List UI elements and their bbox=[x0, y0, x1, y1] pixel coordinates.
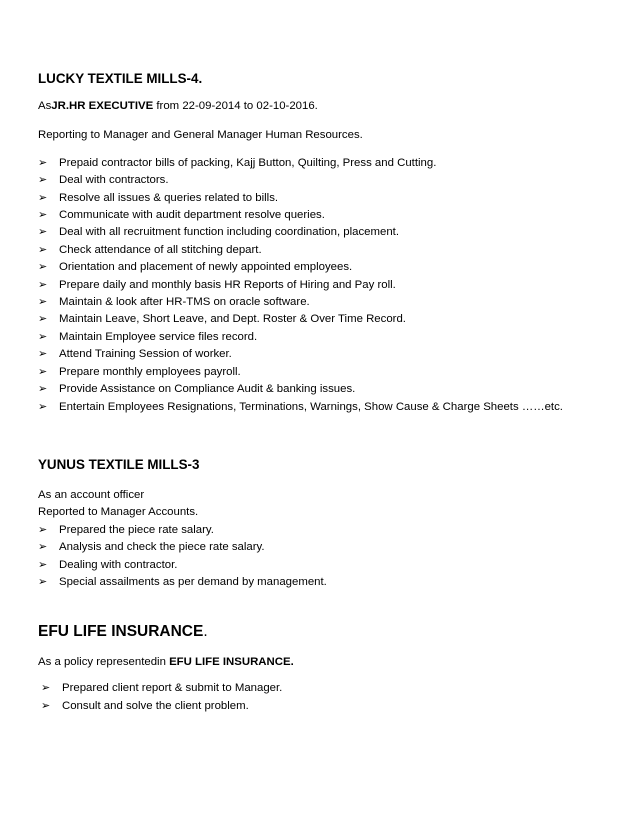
list-item-text: Maintain Employee service files record. bbox=[59, 330, 258, 343]
list-item-text: Prepare monthly employees payroll. bbox=[59, 365, 241, 378]
list-item bbox=[38, 277, 618, 294]
section-title: YUNUS TEXTILE MILLS-3 bbox=[38, 457, 200, 472]
role-line bbox=[38, 98, 618, 115]
list-item-text: Prepare daily and monthly basis HR Reports of Hiring and Pay roll. bbox=[59, 278, 396, 291]
list-item-text: Maintain Leave, Short Leave, and Dept. Roster & Over Time Record. bbox=[59, 313, 406, 326]
section-title-text: EFU LIFE INSURANCE bbox=[38, 623, 204, 640]
reporting-line: Reporting to Manager and General Manager Human Resources. bbox=[38, 129, 363, 142]
list-item-text: Orientation and placement of newly appointed employees. bbox=[59, 261, 353, 274]
role-title: JR.HR EXECUTIVE bbox=[51, 100, 154, 112]
list-item-text: Prepared the piece rate salary. bbox=[59, 523, 214, 536]
list-item bbox=[38, 207, 618, 224]
list-item bbox=[41, 698, 618, 715]
list-item-text: Check attendance of all stitching depart. bbox=[59, 243, 262, 256]
list-item-text: Communicate with audit department resolve queries. bbox=[59, 209, 325, 222]
list-item-text: Consult and solve the client problem. bbox=[62, 699, 249, 712]
role-prefix: As bbox=[38, 100, 52, 112]
list-item bbox=[38, 259, 618, 276]
duties-list bbox=[38, 522, 618, 592]
arrow-bullet-icon: ➢ bbox=[38, 261, 48, 274]
list-item-text: Deal with all recruitment function including coordination, placement. bbox=[59, 226, 400, 239]
list-item-text: Resolve all issues & queries related to bills. bbox=[59, 191, 279, 204]
list-item bbox=[38, 172, 618, 189]
arrow-bullet-icon: ➢ bbox=[38, 400, 48, 413]
arrow-bullet-icon: ➢ bbox=[38, 209, 48, 222]
list-item-text: Provide Assistance on Compliance Audit & banking issues. bbox=[59, 383, 356, 396]
list-item bbox=[38, 311, 618, 328]
role-dates: from 22-09-2014 to 02-10-2016. bbox=[153, 100, 318, 112]
list-item bbox=[38, 346, 618, 363]
section-title bbox=[38, 622, 618, 642]
list-item bbox=[38, 539, 618, 556]
arrow-bullet-icon: ➢ bbox=[38, 191, 48, 204]
list-item bbox=[38, 399, 618, 416]
list-item-text: Prepared client report & submit to Manager. bbox=[62, 682, 283, 695]
list-item bbox=[38, 224, 618, 241]
list-item-text: Analysis and check the piece rate salary. bbox=[59, 541, 265, 554]
list-item bbox=[38, 329, 618, 346]
section-efu-life bbox=[38, 622, 618, 715]
role-line: As an account officer bbox=[38, 489, 145, 501]
arrow-bullet-icon: ➢ bbox=[38, 330, 48, 343]
list-item-text: Prepaid contractor bills of packing, Kajj Button, Quilting, Press and Cutting. bbox=[59, 156, 437, 169]
reporting-line: Reported to Manager Accounts. bbox=[38, 506, 199, 519]
role-company: EFU LIFE INSURANCE. bbox=[169, 656, 294, 668]
arrow-bullet-icon: ➢ bbox=[38, 383, 48, 396]
role-prefix: As a policy representedin bbox=[38, 656, 170, 668]
arrow-bullet-icon: ➢ bbox=[41, 699, 51, 712]
arrow-bullet-icon: ➢ bbox=[38, 348, 48, 361]
list-item-text: Special assailments as per demand by management. bbox=[59, 576, 327, 589]
list-item-text: Dealing with contractor. bbox=[59, 558, 178, 571]
arrow-bullet-icon: ➢ bbox=[38, 541, 48, 554]
list-item bbox=[38, 522, 618, 539]
arrow-bullet-icon: ➢ bbox=[38, 296, 48, 309]
list-item bbox=[38, 242, 618, 259]
duties-list bbox=[41, 680, 618, 715]
list-item bbox=[38, 294, 618, 311]
role-line bbox=[38, 654, 618, 671]
section-lucky-textile bbox=[38, 70, 618, 416]
list-item bbox=[38, 574, 618, 591]
section-yunus-textile bbox=[38, 456, 618, 591]
list-item bbox=[38, 190, 618, 207]
list-item-text: Deal with contractors. bbox=[59, 174, 169, 187]
arrow-bullet-icon: ➢ bbox=[38, 365, 48, 378]
arrow-bullet-icon: ➢ bbox=[38, 576, 48, 589]
duties-list bbox=[38, 155, 618, 416]
list-item bbox=[38, 364, 618, 381]
arrow-bullet-icon: ➢ bbox=[38, 174, 48, 187]
list-item-text: Attend Training Session of worker. bbox=[59, 348, 232, 361]
arrow-bullet-icon: ➢ bbox=[38, 278, 48, 291]
section-title: LUCKY TEXTILE MILLS-4. bbox=[38, 71, 203, 86]
arrow-bullet-icon: ➢ bbox=[38, 226, 48, 239]
arrow-bullet-icon: ➢ bbox=[38, 156, 48, 169]
list-item bbox=[38, 155, 618, 172]
arrow-bullet-icon: ➢ bbox=[38, 558, 48, 571]
section-title-suffix: . bbox=[203, 623, 208, 640]
arrow-bullet-icon: ➢ bbox=[41, 682, 51, 695]
list-item bbox=[41, 680, 618, 697]
arrow-bullet-icon: ➢ bbox=[38, 313, 48, 326]
list-item-text: Entertain Employees Resignations, Terminations, Warnings, Show Cause & Charge Sheets ……etc. bbox=[59, 400, 563, 413]
list-item-text: Maintain & look after HR-TMS on oracle software. bbox=[59, 296, 310, 309]
arrow-bullet-icon: ➢ bbox=[38, 243, 48, 256]
list-item bbox=[38, 381, 618, 398]
list-item bbox=[38, 557, 618, 574]
arrow-bullet-icon: ➢ bbox=[38, 523, 48, 536]
